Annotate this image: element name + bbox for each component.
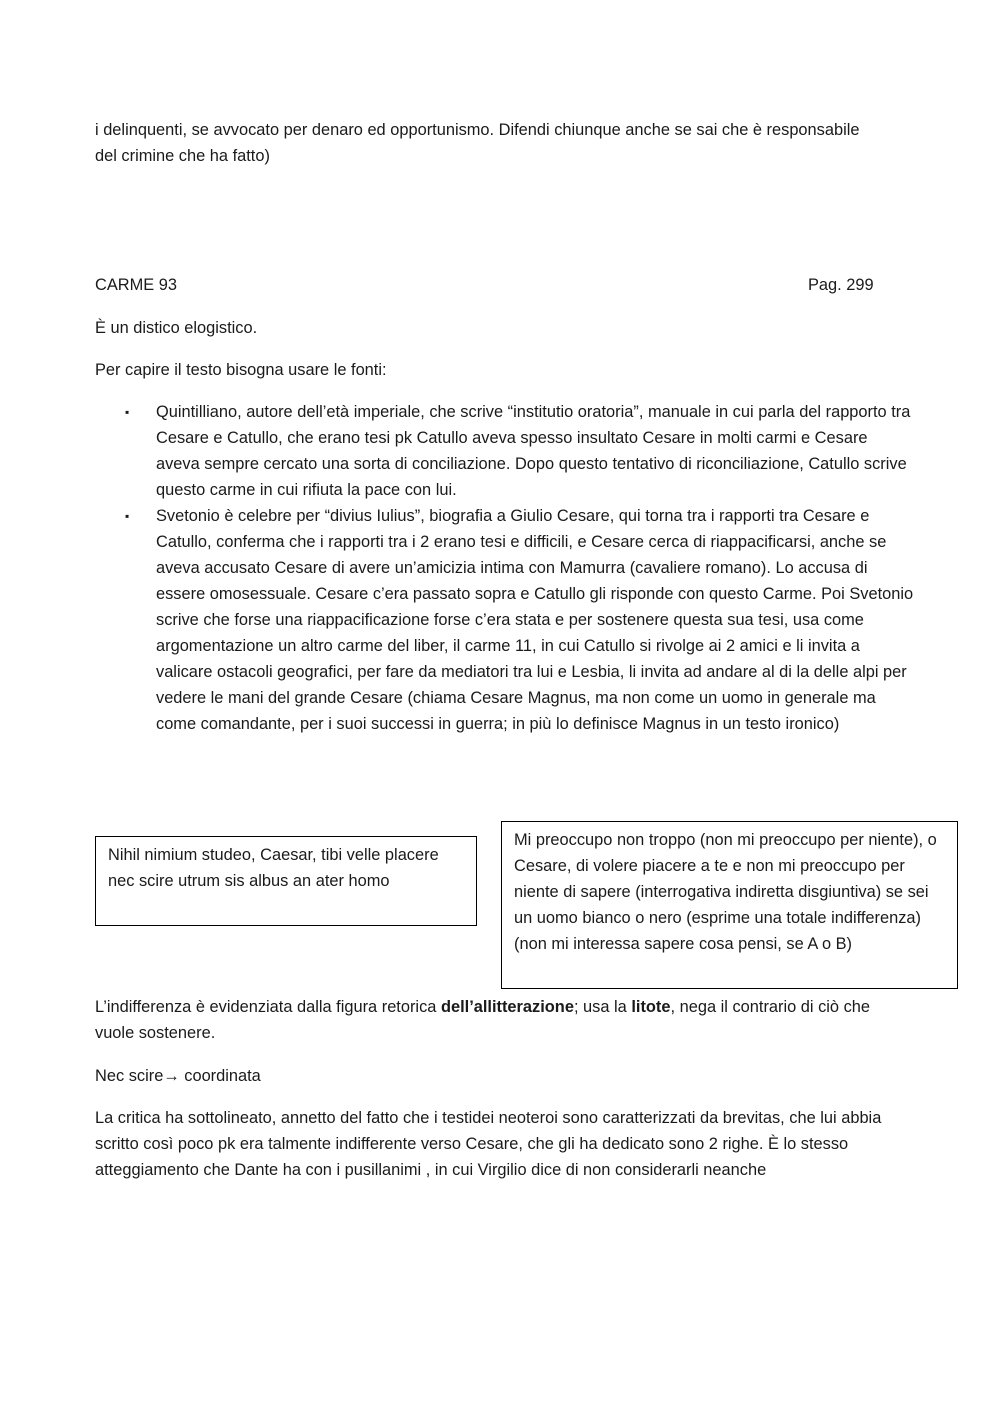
term-litote: litote (631, 998, 671, 1016)
intro-paragraph (95, 117, 895, 169)
nec-scire-text: Nec scire (95, 1067, 164, 1085)
latin-line-1: Nihil nimium studeo, Caesar, tibi velle placere (108, 846, 439, 864)
coordinata-text: coordinata (179, 1067, 261, 1085)
list-item (95, 399, 915, 503)
page-reference: Pag. 299 (808, 276, 874, 294)
analysis-text-post: , nega il contrario di ciò che vuole sostenere. (95, 998, 871, 1042)
list-item-text: Quintilliano, autore dell’età imperiale, che scrive “institutio oratoria”, manuale in cui parla del rapporto tra Cesare e Catullo, che erano tesi pk Catullo aveva spesso insultato Cesare in molti carmi e Cesare aveva sempre cercato una sorta di conciliazione. Dopo questo tentativo di riconciliazione, Catullo scrive questo carme in cui rifiuta la pace con lui. (156, 403, 911, 499)
sources-list (95, 399, 915, 737)
translation-text: Mi preoccupo non troppo (non mi preoccupo per niente), o Cesare, di volere piacere a te e non mi preoccupo per niente di sapere (interrogativa indiretta disgiuntiva) se sei un uomo bianco o nero (esprime una totale indifferenza) (non mi interessa sapere cosa pensi, se A o B) (514, 831, 937, 953)
intro-line-2: del crimine che ha fatto) (95, 147, 270, 165)
latin-line-2: nec scire utrum sis albus an ater homo (108, 872, 390, 890)
analysis-text-mid: ; usa la (573, 998, 632, 1016)
paragraph-nec-scire (95, 1063, 895, 1089)
intro-line-1: i delinquenti, se avvocato per denaro ed opportunismo. Difendi chiunque anche se sai che è responsabile (95, 121, 860, 139)
list-item-text: Svetonio è celebre per “divius Iulius”, biografia a Giulio Cesare, qui torna tra i rapporti tra Cesare e Catullo, conferma che i rapporti tra i 2 erano tesi e difficili, e Cesare cerca di riappacificarsi, anche se aveva accusato Cesare di avere un’amicizia intima con Mamurra (cavaliere romano). Lo accusa di essere omosessuale. Cesare c’era passato sopra e Catullo gli risponde con questo Carme. Poi Svetonio scrive che forse una riappacificazione forse c’era stata e per sostenere questa sua tesi, usa come argomentazione un altro carme del liber, il carme 11, in cui Catullo si rivolge ai 2 amici e li invita a valicare ostacoli geografici, per fare da mediatori tra lui e Lesbia, li invita ad andare al di la delle alpi per vedere le mani del grande Cesare (chiama Cesare Magnus, ma non come un uomo in generale ma come comandante, per i suoi successi in guerra; in più lo definisce Magnus in un testo ironico) (156, 507, 914, 733)
paragraph-indifferenza (95, 994, 895, 1046)
latin-text-box (95, 836, 477, 926)
bullet-square-icon: ▪ (125, 405, 130, 419)
bullet-square-icon: ▪ (125, 509, 130, 523)
analysis-text-pre: L’indifferenza è evidenziata dalla figura retorica (95, 998, 441, 1016)
translation-box (501, 821, 958, 989)
arrow-right-icon: → (163, 1067, 180, 1085)
section-title: CARME 93 (95, 276, 177, 294)
term-allitterazione: dell’allitterazione (440, 998, 574, 1016)
paragraph-fonti: Per capire il testo bisogna usare le fonti: (95, 361, 387, 379)
paragraph-distico: È un distico elogistico. (95, 319, 258, 337)
paragraph-critica: La critica ha sottolineato, annetto del fatto che i testidei neoteroi sono caratterizzati da brevitas, che lui abbia scritto così poco pk era talmente indifferente verso Cesare, che gli ha dedicato sono 2 righe. È lo stesso atteggiamento che Dante ha con i pusillanimi , in cui Virgilio dice di non considerarli neanche (95, 1109, 882, 1179)
list-item (95, 503, 915, 737)
